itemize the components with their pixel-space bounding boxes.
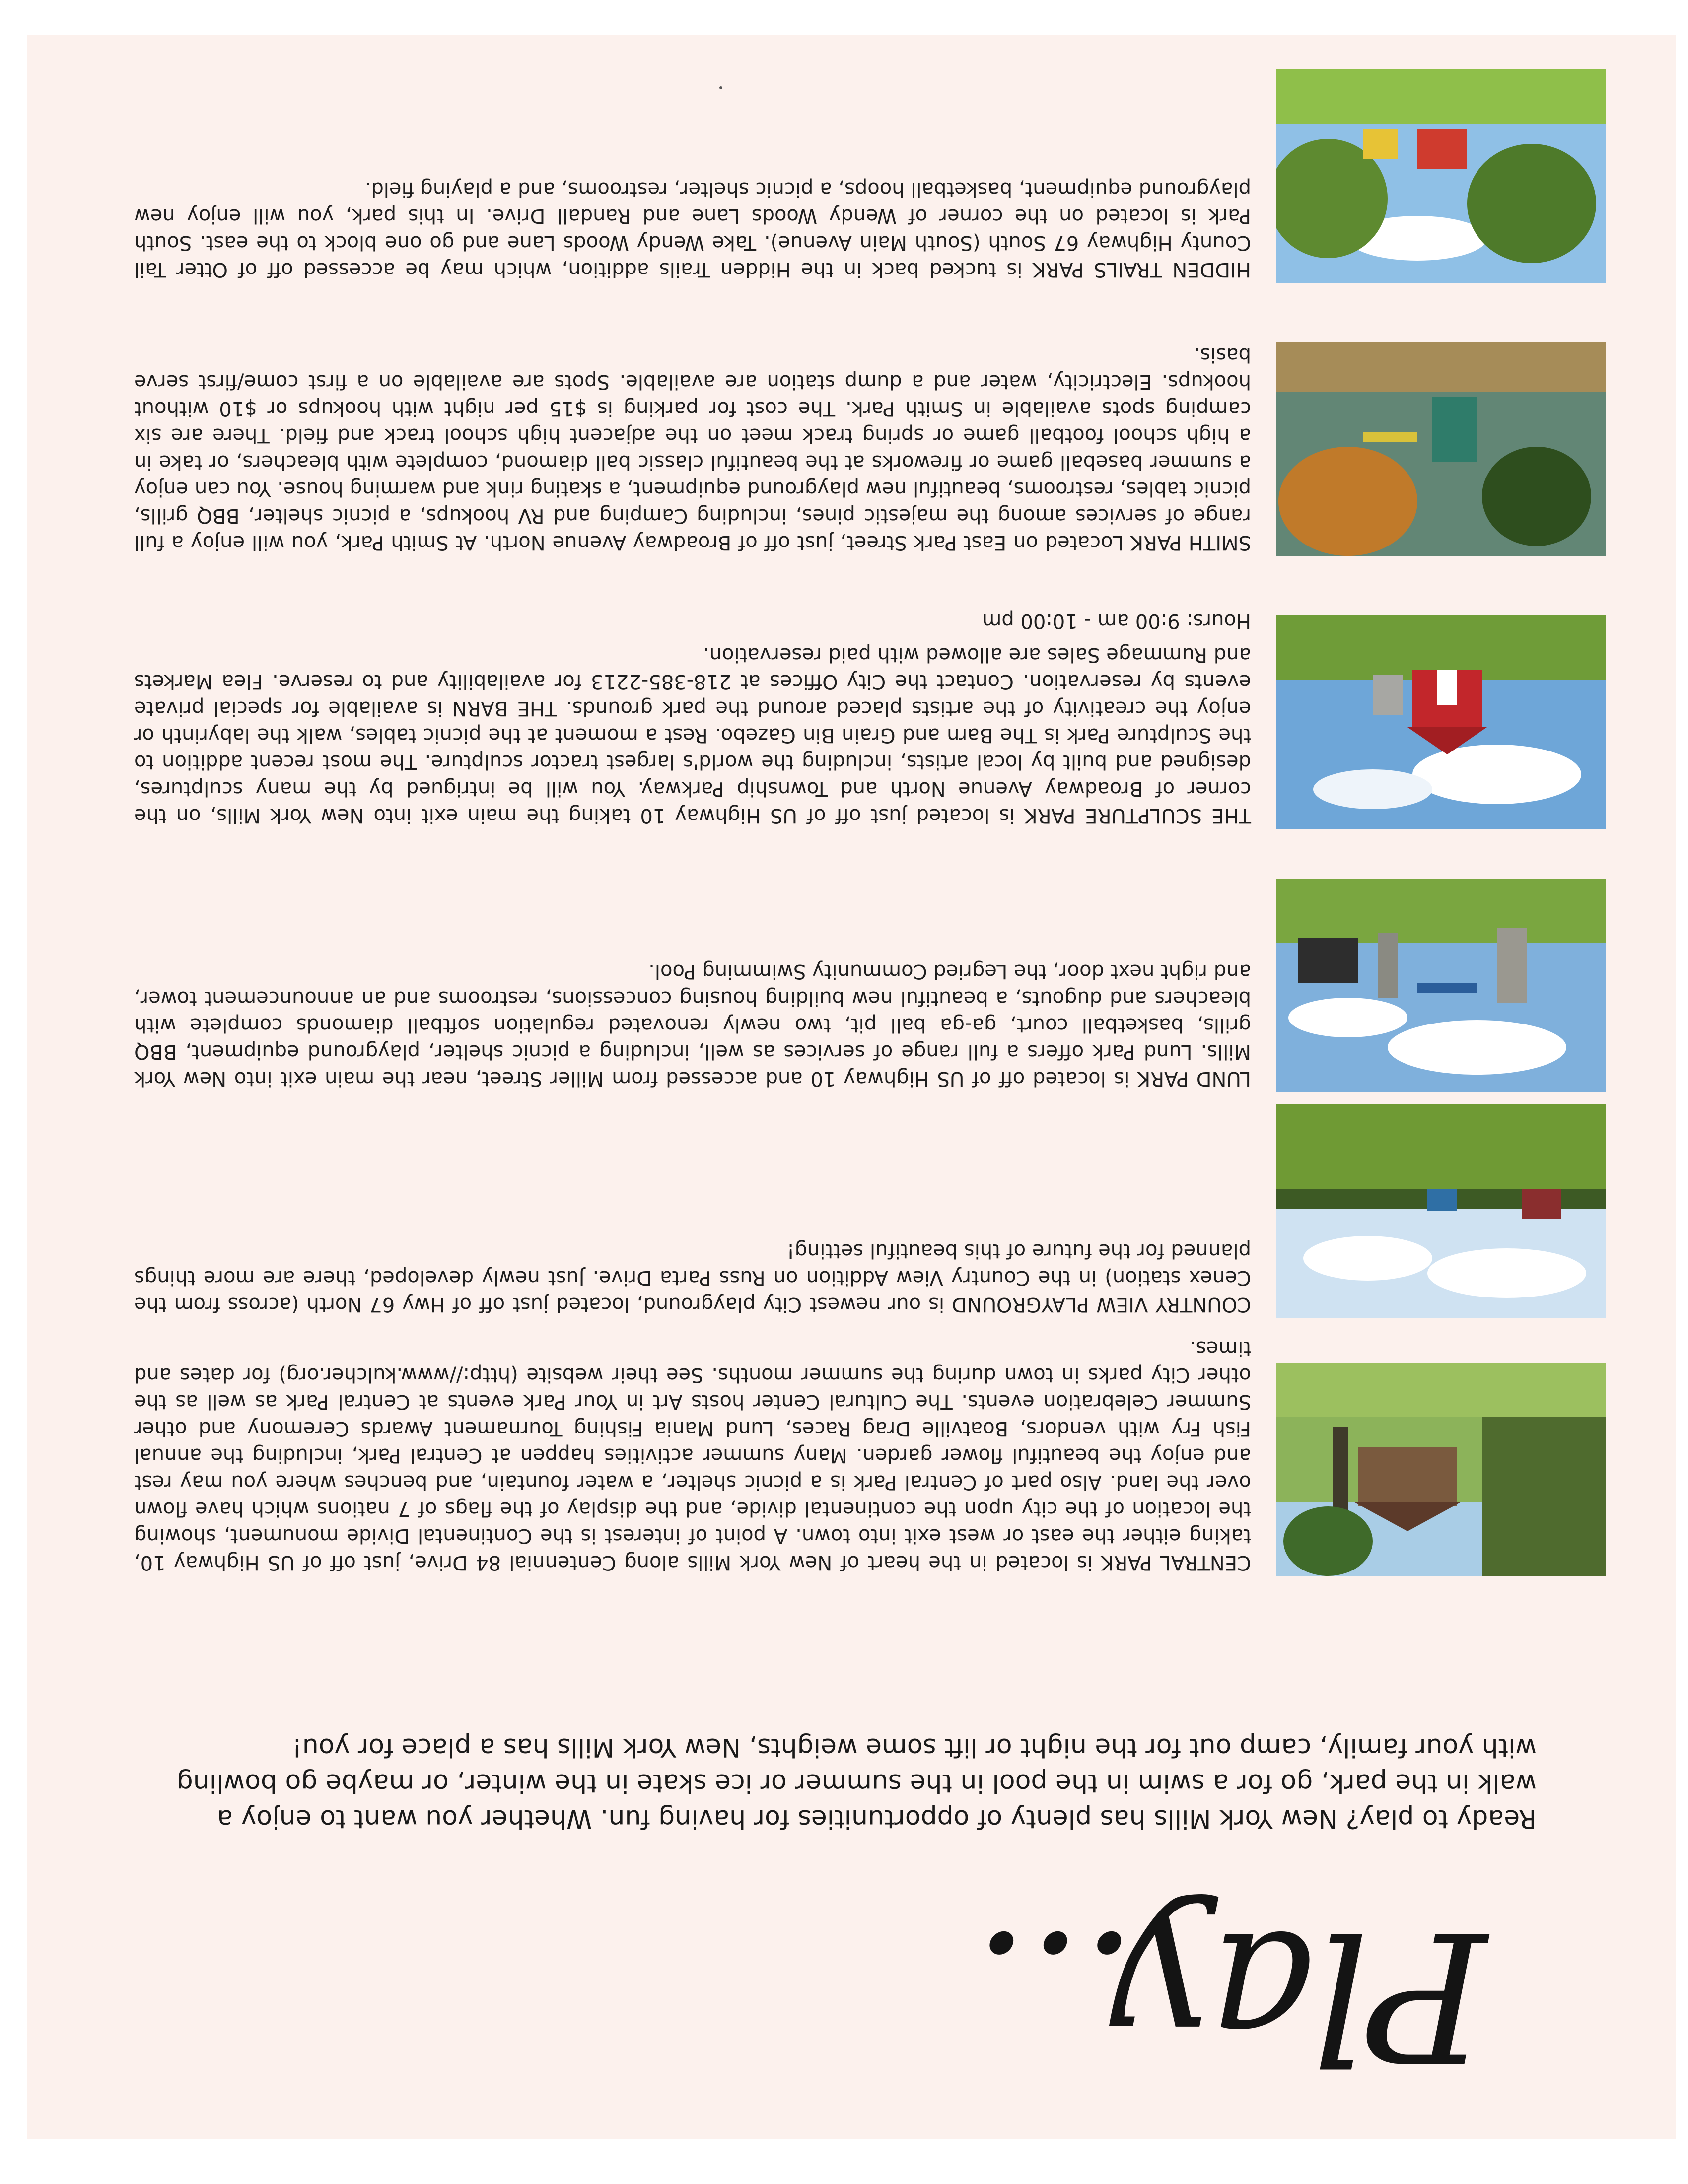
playground-equipment-photo — [1276, 879, 1606, 1092]
pine-playground-photo — [1276, 342, 1606, 556]
park-heading: CENTRAL PARK — [1101, 1551, 1251, 1574]
hidden-trails-text — [134, 176, 1251, 283]
page-title: Play... — [976, 1892, 1487, 2100]
park-heading: COUNTRY VIEW PLAYGROUND — [952, 1293, 1251, 1316]
park-description: is located just off of US Highway 10 taking the main exit into New York Mills, on the corner of Broadway Avenue North and Township Parkway. You will be intrigued by the many sculptures, designed and built by local artists, including the world's largest tractor sculpture. The most recent addition to the Sculpture Park is The Barn and Grain Bin Gazebo. Rest a moment at the picnic tables, walk the labyrinth or enjoy the creativity of the artists placed around the park grounds. THE BARN is available for special private events by reservation. Contact the City Offices at 218-385-2213 for availability and to reserve. Flea Markets and Rummage Sales are allowed with paid reservation. — [134, 643, 1251, 827]
sculpture-park-hours: Hours: 9:00 am - 10:00 pm — [982, 610, 1251, 632]
country-view-text — [134, 1237, 1251, 1318]
park-description: is located in the heart of New York Mills along Centennial 84 Drive, just off of US Highway 10, taking either the east or west exit into town. A point of interest is the Continental Divide monument, showing the location of the city upon the continental divide, and the display of the flags of 7 nations which have flown over the land. Also part of Central Park is a picnic shelter, a water fountain, and benches where you may rest and enjoy the beautiful flower garden. Many summer activities happen at Central Park, including the annual Fish Fry with vendors, Boatville Drag Races, Lund Mania Fishing Tournament Awards Ceremony and other Summer Celebration events. The Cultural Center hosts Art in Your Park events at Central Park as well as the other City parks in town during the summer months. See their website (http://www.kulcher.org) for dates and times. — [134, 1337, 1251, 1574]
scan-speck — [719, 86, 722, 89]
park-shelter-photo — [1276, 1363, 1606, 1576]
intro-paragraph: Ready to play? New York Mills has plenty of opportunities for having fun. Whether you want to enjoy a walk in the park, go for a swim in the pool in the summer or ice skate in the winter, or maybe go bowling with your family, camp out for the night or lift some weights, New York Mills has a place for you! — [176, 1732, 1537, 1834]
park-description: is located off of US Highway 10 and accessed from Miller Street, near the main exit into New York Mills. Lund Park offers a full range of services as well, including a picnic shelter, playground equipment, BBQ grills, basketball court, ga-ga ball pit, two newly renovated regulation softball diamonds complete with bleachers and dugouts, a beautiful new building housing concessions, restrooms and an announcement tower, and right next door, the Legried Community Swimming Pool. — [134, 960, 1251, 1090]
lund-park-text — [134, 958, 1251, 1092]
park-heading: HIDDEN TRAILS PARK — [1032, 258, 1251, 281]
brochure-sheet — [27, 35, 1676, 2139]
park-heading: LUND PARK — [1137, 1067, 1251, 1090]
central-park-text — [134, 1335, 1251, 1576]
park-heading: SMITH PARK — [1130, 531, 1251, 554]
playground-field-photo — [1276, 1104, 1606, 1318]
park-description: is tucked back in the Hidden Trails addition, which may be accessed off of Otter Tail County Highway 67 South (South Main Avenue). Take Wendy Woods Lane and go one block to the east. South Park is located on the corner of Wendy Woods Lane and Randall Drive. In this park, you will enjoy new playground equipment, basketball hoops, a picnic shelter, restrooms, and a playing field. — [134, 178, 1251, 281]
trees-playground-photo — [1276, 69, 1606, 283]
park-description: is our newest City playground, located just off of Hwy 67 North (across from the Cenex station) in the Country View Addition on Russ Parta Drive. Just newly developed, there are more things planned for the future of this beautiful setting! — [134, 1239, 1251, 1316]
red-barn-photo — [1276, 615, 1606, 829]
park-description: Located on East Park Street, just off of Broadway Avenue North. At Smith Park, you will enjoy a full range of services among the majestic pines, including Camping and RV hookups, a picnic shelter, BBQ grills, picnic tables, restrooms, beautiful new playground equipment, a skating rink and warming house. You can enjoy a summer baseball game or fireworks at the beautiful classic ball diamond, complete with bleachers, or take in a high school football game or spring track meet on the adjacent high school track and field. There are six camping spots available in Smith Park. The cost for parking is $15 per night with hookups or $10 without hookups. Electricity, water and a dump station are available. Spots are available on a first come/first serve basis. — [134, 343, 1251, 554]
park-heading: THE SCULPTURE PARK — [1024, 804, 1251, 827]
smith-park-text — [134, 341, 1251, 556]
sculpture-park-text — [134, 608, 1251, 829]
